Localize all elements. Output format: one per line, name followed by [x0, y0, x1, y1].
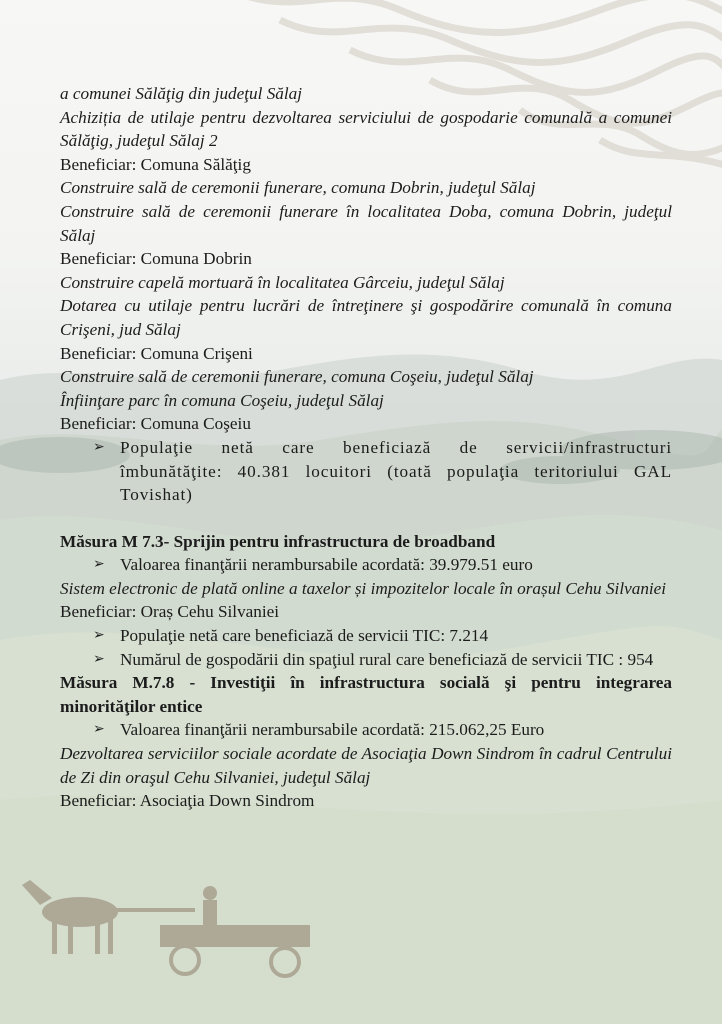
beneficiary-line: Beneficiar: Comuna Sălăţig	[60, 154, 251, 174]
project-title: Dezvoltarea serviciilor sociale acordate de Asociaţia Down Sindrom în cadrul Centrului de Zi din oraşul Cehu Silvaniei, judeţul Sălaj	[60, 744, 672, 787]
beneficiary-line: Beneficiar: Asociaţia Down Sindrom	[60, 791, 315, 811]
arrow-bullet-icon: ➢	[93, 628, 105, 644]
project-title: a comunei Sălăţig din judeţul Sălaj	[60, 84, 303, 103]
project-title: Înfiinţare parc în comuna Coşeiu, judeţul Sălaj	[60, 390, 384, 410]
measure-heading: Măsura M 7.3- Sprijin pentru infrastructura de broadband	[60, 531, 496, 551]
beneficiary-line: Beneficiar: Comuna Crişeni	[60, 343, 253, 363]
bullet-text: Valoarea finanţării nerambursabile acordată: 39.979.51 euro	[120, 555, 533, 575]
bullet-text: Populaţie netă care beneficiază de servicii TIC: 7.214	[120, 626, 489, 646]
bullet-text: Valoarea finanţării nerambursabile acordată: 215.062,25 Euro	[120, 720, 545, 740]
bullet-text: Numărul de gospodării din spaţiul rural care beneficiază de servicii TIC : 954	[120, 649, 654, 669]
document-body	[60, 82, 672, 813]
paragraph-gap	[60, 507, 672, 530]
project-title: Construire sală de ceremonii funerare, comuna Coşeiu, judeţul Sălaj	[60, 367, 534, 387]
project-title: Construire sală de ceremonii funerare, comuna Dobrin, judeţul Sălaj	[60, 178, 536, 198]
project-title: Achiziția de utilaje pentru dezvoltarea serviciului de gospodarie comunală a comunei Sălăţig, judeţul Sălaj 2	[60, 107, 672, 151]
project-title: Dotarea cu utilaje pentru lucrări de întreţinere şi gospodărire comunală în comuna Crişeni, jud Sălaj	[60, 296, 672, 339]
arrow-bullet-icon: ➢	[93, 439, 106, 455]
bullet-item	[60, 648, 672, 672]
bullet-item	[60, 553, 672, 577]
project-title: Construire capelă mortuară în localitatea Gârceiu, judeţul Sălaj	[60, 272, 505, 292]
project-title: Sistem electronic de plată online a taxelor și impozitelor locale în orașul Cehu Silvaniei	[60, 578, 667, 598]
project-title: Construire sală de ceremonii funerare în localitatea Doba, comuna Dobrin, judeţul Sălaj	[60, 201, 672, 245]
bullet-item	[60, 436, 672, 507]
arrow-bullet-icon: ➢	[93, 557, 105, 573]
beneficiary-line: Beneficiar: Comuna Coşeiu	[60, 414, 251, 434]
beneficiary-line: Beneficiar: Oraș Cehu Silvaniei	[60, 602, 280, 622]
beneficiary-line: Beneficiar: Comuna Dobrin	[60, 249, 252, 269]
bullet-item	[60, 624, 672, 648]
bullet-item	[60, 718, 672, 742]
arrow-bullet-icon: ➢	[93, 651, 105, 667]
arrow-bullet-icon: ➢	[93, 722, 105, 738]
bullet-text: Populaţie netă care beneficiază de servicii/infrastructuri îmbunătăţite: 40.381 locuitori (toată populaţia teritoriului GAL Tovishat)	[120, 437, 672, 505]
measure-heading: Măsura M.7.8 - Investiţii în infrastructura socială şi pentru integrarea minorităţilor entice	[60, 673, 672, 716]
